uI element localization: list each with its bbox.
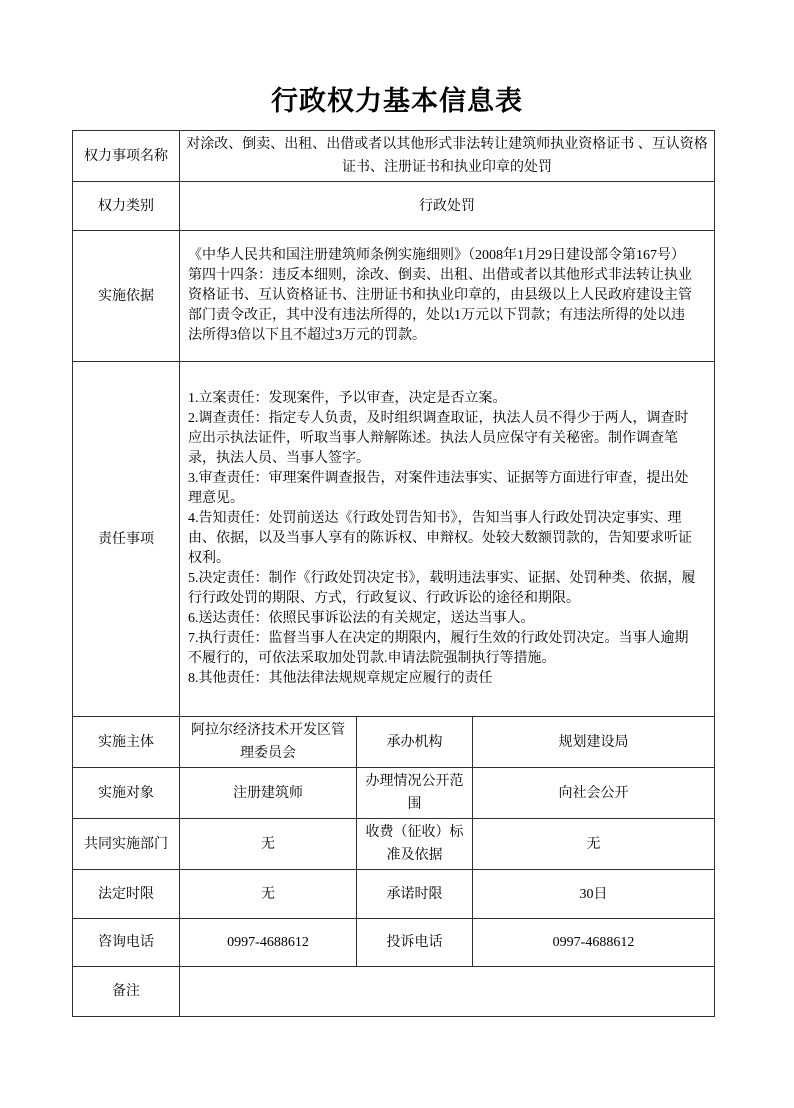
fee-standard-label: 收费（征收）标准及依据 [357, 819, 473, 870]
duty-item: 2.调查责任：指定专人负责，及时组织调查取证，执法人员不得少于两人，调查时应出示执法证件，听取当事人辩解陈述。执法人员应保守有关秘密。制作调查笔录，执法人员、当事人签字。 [188, 411, 689, 466]
consult-phone-value: 0997-4688612 [180, 919, 357, 967]
complaint-phone-value: 0997-4688612 [473, 919, 715, 967]
subject-label: 实施主体 [73, 717, 180, 768]
row-basis [73, 231, 715, 362]
joint-label: 共同实施部门 [73, 819, 180, 870]
disclosure-scope-label: 办理情况公开范围 [357, 768, 473, 819]
disclosure-scope-value: 向社会公开 [473, 768, 715, 819]
basis-value: 《中华人民共和国注册建筑师条例实施细则》（2008年1月29日建设部令第167号）第四十四条：违反本细则，涂改、倒卖、出租、出借或者以其他形式非法转让执业资格证书、互认资格证书、注册证书和执业印章的，由县级以上人民政府建设主管部门责令改正，其中没有违法所得的，处以1万元以下罚款；有违法所得的处以违法所得3倍以下且不超过3万元的罚款。 [180, 231, 715, 362]
row-item-name [73, 131, 715, 182]
subject-value: 阿拉尔经济技术开发区管理委员会 [180, 717, 357, 768]
consult-phone-label: 咨询电话 [73, 919, 180, 967]
duty-item: 1.立案责任：发现案件，予以审查，决定是否立案。 [188, 391, 507, 406]
page-title: 行政权力基本信息表 [271, 86, 523, 116]
category-label: 权力类别 [73, 182, 180, 231]
row-joint [73, 819, 715, 870]
duty-item: 5.决定责任：制作《行政处罚决定书》，载明违法事实、证据、处罚种类、依据，履行行政处罚的期限、方式，行政复议、行政诉讼的途径和期限。 [188, 571, 696, 606]
promised-limit-value: 30日 [473, 870, 715, 919]
agency-value: 规划建设局 [473, 717, 715, 768]
basis-label: 实施依据 [73, 231, 180, 362]
complaint-phone-label: 投诉电话 [357, 919, 473, 967]
remark-value [180, 967, 715, 1017]
duty-item: 3.审查责任：审理案件调查报告，对案件违法事实、证据等方面进行审查，提出处理意见。 [188, 471, 689, 506]
target-label: 实施对象 [73, 768, 180, 819]
row-remark [73, 967, 715, 1017]
promised-limit-label: 承诺时限 [357, 870, 473, 919]
statutory-limit-value: 无 [180, 870, 357, 919]
row-time-limit [73, 870, 715, 919]
row-subject [73, 717, 715, 768]
agency-label: 承办机构 [357, 717, 473, 768]
admin-power-info-table [72, 130, 715, 1017]
fee-standard-value: 无 [473, 819, 715, 870]
duty-item: 7.执行责任：监督当事人在决定的期限内，履行生效的行政处罚决定。当事人逾期不履行的，可依法采取加处罚款.申请法院强制执行等措施。 [188, 631, 689, 666]
duty-item: 6.送达责任：依照民事诉讼法的有关规定，送达当事人。 [188, 611, 535, 626]
duties-value [180, 362, 715, 717]
statutory-limit-label: 法定时限 [73, 870, 180, 919]
item-name-label: 权力事项名称 [73, 131, 180, 182]
duty-item: 4.告知责任：处罚前送达《行政处罚告知书》，告知当事人行政处罚决定事实、理由、依据，以及当事人享有的陈诉权、申辩权。处较大数额罚款的，告知要求听证权利。 [188, 511, 692, 566]
remark-label: 备注 [73, 967, 180, 1017]
row-target [73, 768, 715, 819]
item-name-value: 对涂改、倒卖、出租、出借或者以其他形式非法转让建筑师执业资格证书 、互认资格证书、注册证书和执业印章的处罚 [180, 131, 715, 182]
duty-item: 8.其他责任：其他法律法规规章规定应履行的责任 [188, 671, 493, 686]
joint-value: 无 [180, 819, 357, 870]
target-value: 注册建筑师 [180, 768, 357, 819]
row-duties [73, 362, 715, 717]
row-phone [73, 919, 715, 967]
category-value: 行政处罚 [180, 182, 715, 231]
row-category [73, 182, 715, 231]
duties-label: 责任事项 [73, 362, 180, 717]
